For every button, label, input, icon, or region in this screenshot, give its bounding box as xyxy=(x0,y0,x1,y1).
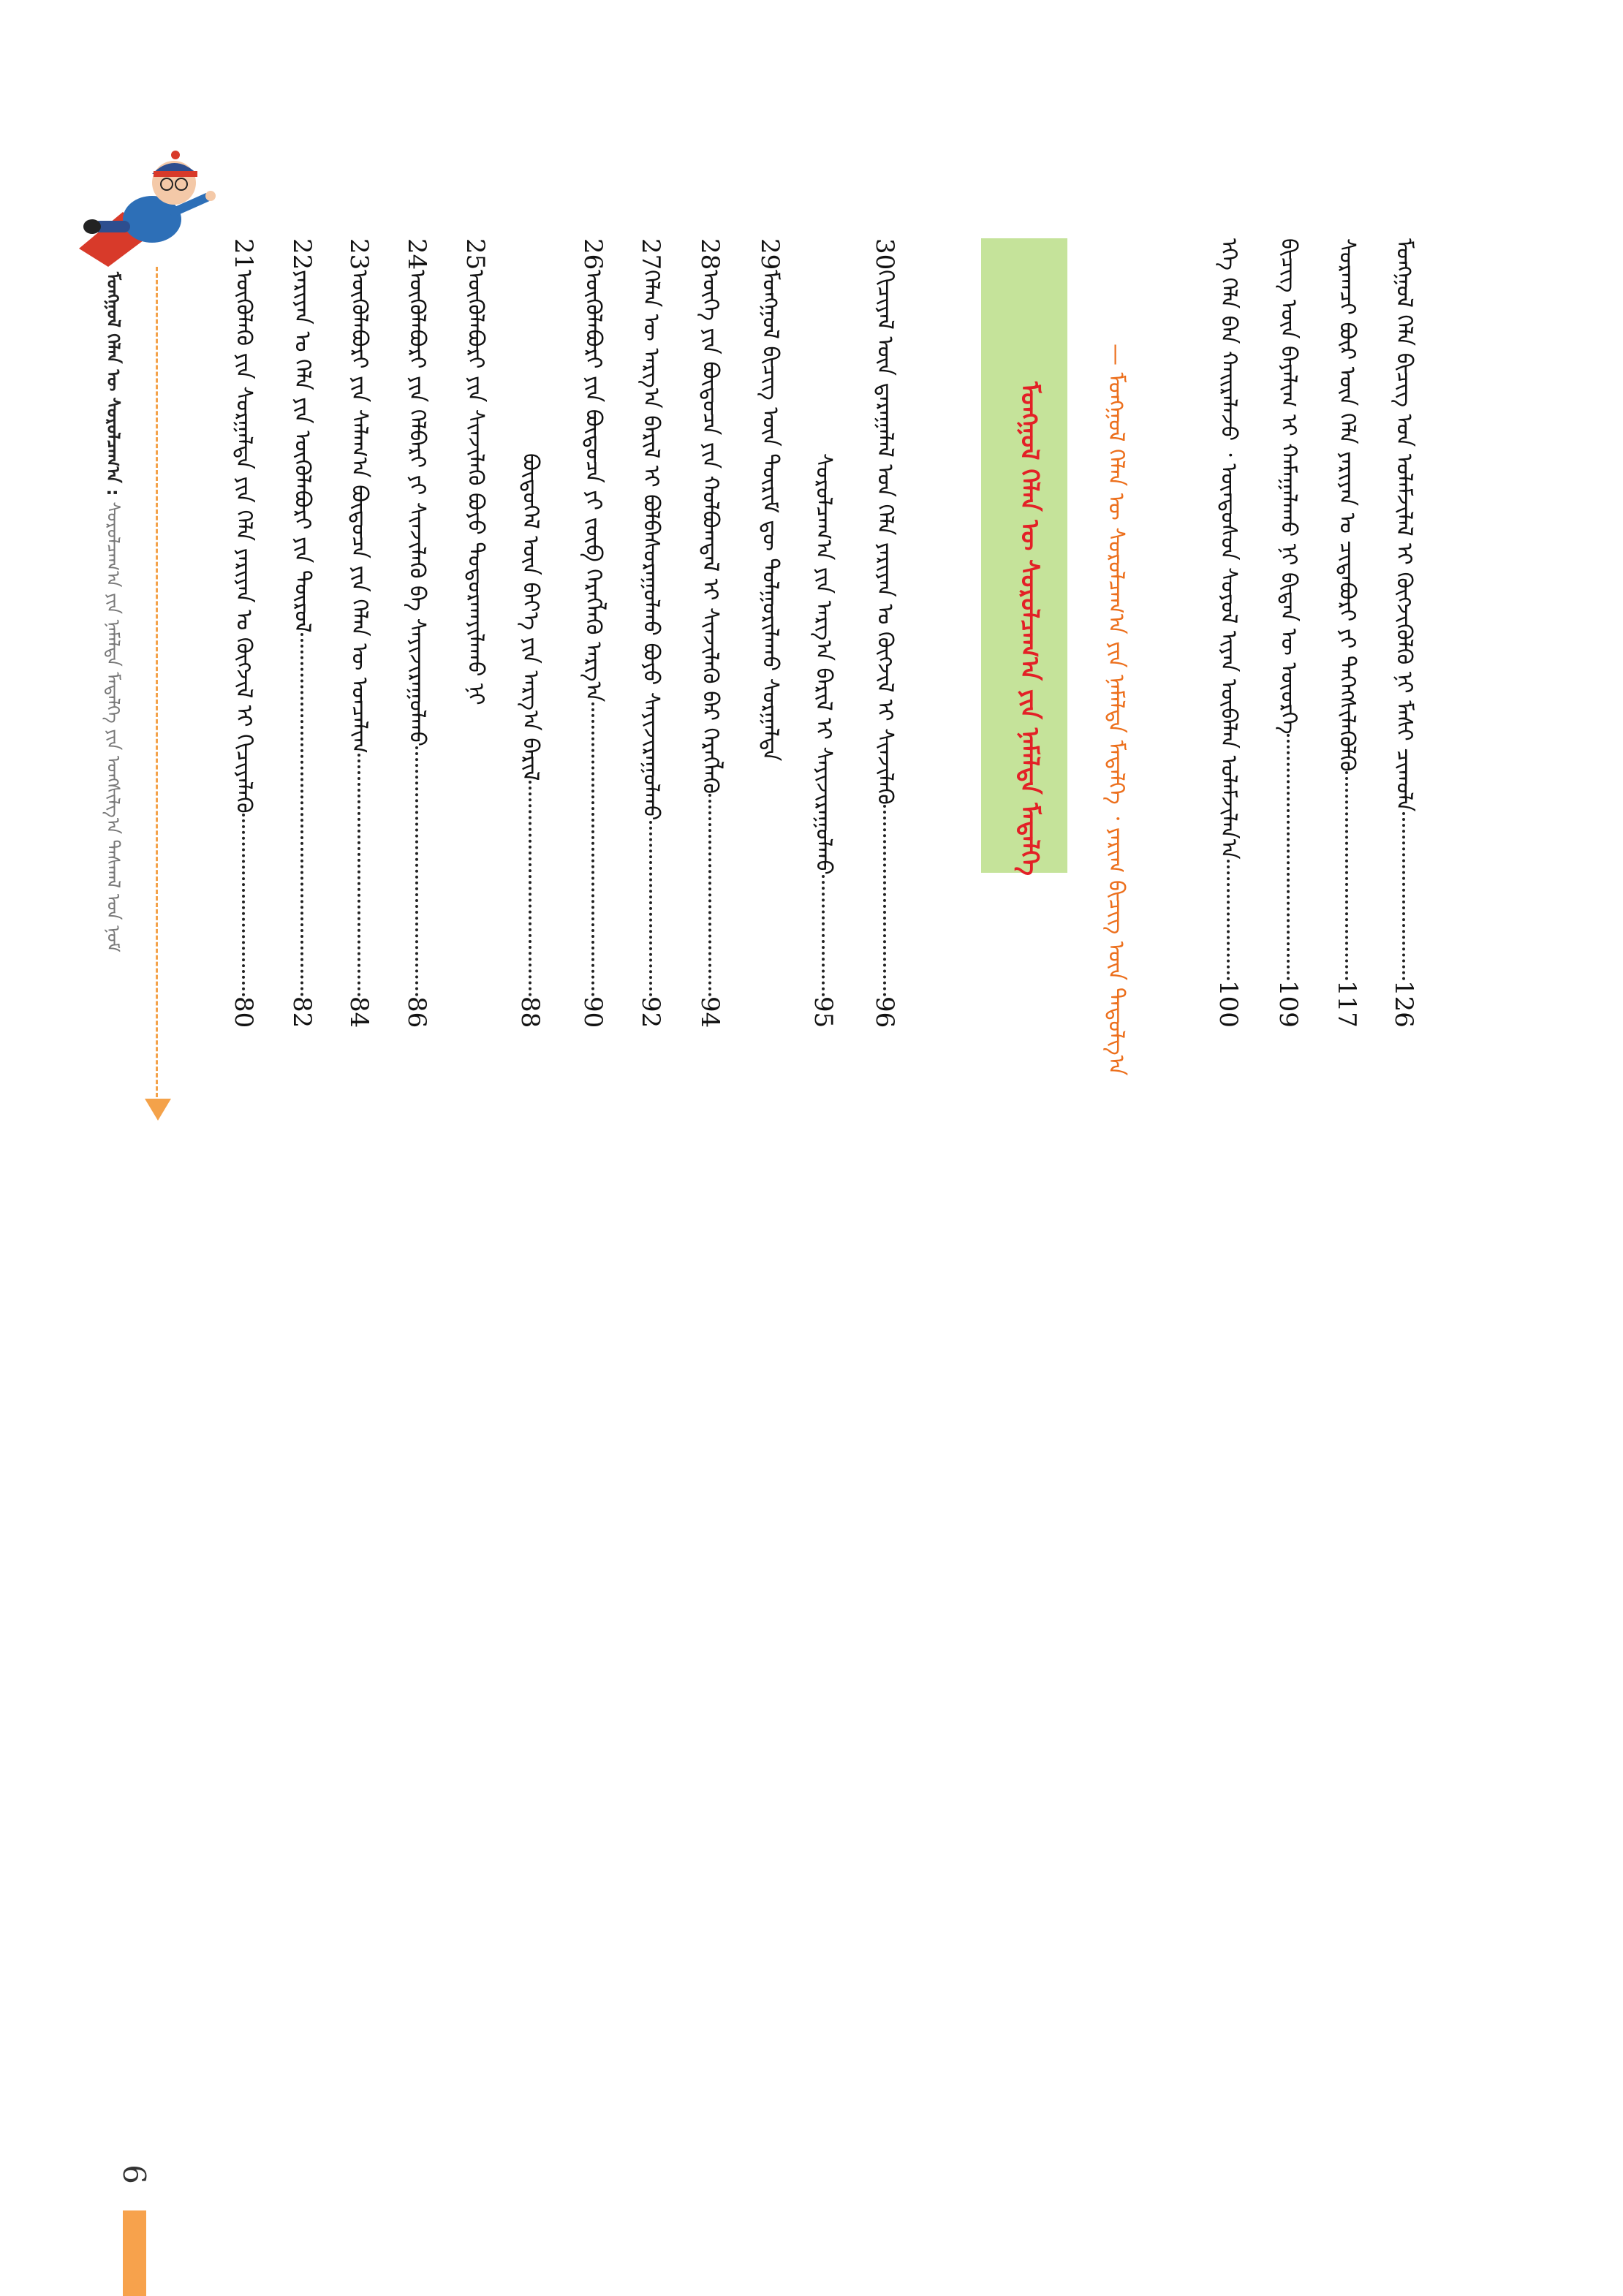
toc-entry-number: 23 xyxy=(344,238,374,270)
leader-dots xyxy=(357,754,360,996)
running-header xyxy=(98,272,129,952)
toc-entry[interactable] xyxy=(630,238,671,1028)
toc-entry-title: ᠪᠢᠴᠢᠭ ᠦᠨ ᠪᠠᠶᠠᠯᠢᠭ ᠢ ᠬᠠᠮᠠᠭᠠᠯᠠᠬᠤ ᠨᠢ ᠪᠢᠳᠡᠨ ᠦ ᠦᠦᠷᠭᠡ xyxy=(1276,238,1301,735)
leader-dots xyxy=(883,805,886,996)
toc-entry-title: ᠮᠣᠩᠭᠣᠯ ᠬᠡᠯᠡ ᠪᠢᠴᠢᠭ ᠤᠨ ᠤᠯᠠᠮᠵᠢᠯᠠᠯ ᠢ ᠬᠥᠭᠵᠢᠭᠦᠯᠬᠦ ᠨᠢ ᠮᠠᠰᠢ ᠴᠢᠬᠤᠯᠠ xyxy=(1391,238,1417,812)
toc-entry-number: 29 xyxy=(755,238,784,270)
toc-entry[interactable] xyxy=(396,238,437,1028)
toc-entry[interactable] xyxy=(1274,238,1303,1028)
toc-entry[interactable] xyxy=(809,453,838,1028)
toc-entry-number: 22 xyxy=(287,238,317,270)
leader-dots xyxy=(591,702,594,996)
leader-dots xyxy=(415,746,418,996)
toc-entry[interactable] xyxy=(1214,238,1243,1028)
toc-entry[interactable] xyxy=(572,238,613,1028)
toc-entry-page: 117 xyxy=(1332,980,1361,1028)
toc-entry[interactable] xyxy=(223,238,264,1028)
leader-dots xyxy=(242,814,245,996)
toc-entry-title: ᠦᠭᠡ ᠶᠢᠨ ᠪᠦᠲᠦᠴᠡ ᠶᠢᠨ ᠬᠣᠯᠪᠣᠭᠳᠠᠯ ᠢ ᠰᠢᠨᠵᠢᠯᠡᠬᠦ ᠪᠠᠷ ᠬᠡᠷᠡᠭᠯᠡᠬᠦ xyxy=(697,270,723,795)
toc-entry-page: 88 xyxy=(515,996,545,1028)
mascot-illustration xyxy=(64,139,225,270)
section-subtitle: — ᠮᠣᠩᠭᠣᠯ ᠬᠡᠯᠡᠨ ᠦ ᠰᠤᠷᠤᠯᠴᠠᠭ᠎ᠠ ᠶᠢᠨ ᠨᠡᠮᠡᠯᠲᠡ ᠮᠡᠳᠡᠯᠭᠡ ᠂ ᠶᠠᠷᠢᠭ ᠪᠢᠴᠢᠭ ᠦᠨ ᠳᠠᠳᠤᠯᠭ᠎ᠠ xyxy=(1103,344,1129,1076)
toc-entry[interactable] xyxy=(1332,238,1361,1028)
leader-dots xyxy=(1345,771,1348,980)
toc-entry-title: ᠬᠡᠯᠡᠨ ᠦ ᠠᠷᠭ᠎ᠠ ᠪᠠᠷᠢᠯ ᠢ ᠪᠣᠯᠪᠠᠰᠤᠷᠠᠭᠤᠯᠬᠤ ᠪᠤᠶᠤ ᠰᠠᠶᠢᠵᠢᠷᠠᠭᠤᠯᠬᠤ xyxy=(638,270,664,821)
leader-dots xyxy=(822,875,825,996)
leader-dots xyxy=(1227,860,1230,980)
section-title: ᠮᠣᠩᠭᠣᠯ ᠬᠡᠯᠡᠨ ᠦ ᠰᠤᠷᠤᠯᠴᠠᠭ᠎ᠠ ᠶᠢᠨ ᠨᠡᠮᠡᠯᠲᠡ ᠮᠡᠳᠡᠯᠭᠡ xyxy=(1015,382,1044,876)
toc-entry-page: 95 xyxy=(809,996,838,1028)
toc-entry-page: 90 xyxy=(578,996,608,1028)
toc-entry-page: 100 xyxy=(1214,980,1243,1028)
toc-entry[interactable] xyxy=(749,238,790,808)
toc-entry-number: 21 xyxy=(229,238,258,270)
toc-entry[interactable] xyxy=(515,453,545,1028)
toc-entry[interactable] xyxy=(864,238,905,1028)
leader-dots xyxy=(1402,812,1405,981)
toc-entry-page: 92 xyxy=(636,996,665,1028)
toc-entry[interactable] xyxy=(281,238,322,1028)
leader-dots xyxy=(649,821,652,996)
toc-entry-title: ᠦᠭᠦᠯᠡᠪᠦᠷᠢ ᠶᠢᠨ ᠬᠡᠯᠪᠡᠷᠢ ᠶᠢ ᠰᠢᠨᠵᠢᠯᠡᠬᠦ ᠪᠠ ᠰᠠᠶᠢᠵᠢᠷᠠᠭᠤᠯᠬᠤ xyxy=(404,270,430,747)
running-header-bold: ᠮᠣᠩᠭᠣᠯ ᠬᠡᠯᠡᠨ ᠦ ᠰᠤᠷᠤᠯᠴᠠᠭ᠎ᠠ : xyxy=(103,272,124,496)
toc-entry-title: ᠦᠭᠦᠯᠡᠪᠦᠷᠢ ᠶᠢᠨ ᠰᠠᠯᠠᠭ᠎ᠠ ᠪᠦᠲᠦᠴᠡ ᠶᠢᠨ ᠬᠡᠯᠡᠨ ᠦ ᠣᠨᠴᠠᠯᠢᠭ xyxy=(347,270,372,754)
toc-entry-title: ᠶᠠᠷᠢᠶᠠᠨ ᠤ ᠬᠡᠯᠡ ᠶᠢᠨ ᠦᠭᠦᠯᠡᠪᠦᠷᠢ ᠶᠢᠨ ᠲᠥᠷᠥᠯ xyxy=(290,270,315,633)
toc-entry-page: 80 xyxy=(229,996,258,1028)
toc-entry-number: 27 xyxy=(636,238,665,270)
toc-entry-page: 82 xyxy=(287,996,317,1028)
page-tab-marker xyxy=(123,2210,146,2296)
toc-entry-page: 94 xyxy=(695,996,725,1028)
toc-entry[interactable] xyxy=(689,238,730,1028)
leader-dots xyxy=(300,633,303,996)
toc-entry-number: 24 xyxy=(402,238,431,270)
leader-dots xyxy=(708,794,711,996)
page-number: 6 xyxy=(116,2164,152,2184)
toc-entry-page: 84 xyxy=(344,996,374,1028)
toc-entry-title: ᠰᠤᠷᠤᠯᠴᠠᠭ᠎ᠠ ᠶᠢᠨ ᠠᠷᠭ᠎ᠠ ᠪᠠᠷᠢᠯ ᠢ ᠰᠠᠶᠢᠵᠢᠷᠠᠭᠤᠯᠬᠤ xyxy=(811,453,836,875)
toc-entry[interactable] xyxy=(338,238,379,1028)
triangle-marker-icon xyxy=(145,1099,171,1121)
toc-entry-title: ᠦᠭᠦᠯᠡᠬᠦ ᠶᠢᠨ ᠰᠤᠷᠭᠠᠯᠲᠠ ᠶᠢᠨ ᠬᠡᠯᠡ ᠶᠠᠷᠢᠶᠠᠨ ᠤ ᠬᠥᠭᠵᠢᠯ ᠢ ᠬᠢᠴᠢᠶᠡᠯᠡᠬᠦ xyxy=(231,270,257,814)
leader-dots xyxy=(529,781,531,996)
toc-entry-page: 109 xyxy=(1274,980,1303,1028)
toc-entry-title: ᠰᠤᠷᠠᠭᠴᠢ ᠪᠦᠷ ᠦᠨ ᠬᠡᠯᠡ ᠶᠠᠷᠢᠶᠠᠨ ᠤ ᠴᠢᠳᠠᠪᠤᠷᠢ ᠶᠢ ᠳᠡᠭᠡᠭᠰᠢᠯᠡᠭᠦᠯᠬᠦ xyxy=(1334,238,1360,772)
toc-entry-number: 30 xyxy=(870,238,899,270)
toc-entry-page: 86 xyxy=(402,996,431,1028)
toc-entry-title: ᠮᠣᠩᠭᠣᠯ ᠪᠢᠴᠢᠭ ᠦᠨ ᠳᠦᠷᠢᠮ ᠳᠦ ᠲᠤᠯᠭᠤᠷᠢᠯᠠᠬᠤ ᠰᠤᠷᠭᠠᠯᠲᠠ xyxy=(757,270,783,762)
toc-entry-title: ᠡᠬᠡ ᠬᠡᠯᠡ ᠪᠡᠨ ᠬᠠᠢᠷᠠᠯᠠᠵᠤ ᠂ ᠦᠨᠳᠦᠰᠦᠨ ᠰᠣᠶᠣᠯ ᠢᠶᠠᠨ ᠥᠪᠡᠯᠡᠨ ᠤᠯᠠᠮᠵᠢᠯᠠᠨ᠎ᠠ xyxy=(1216,238,1241,860)
toc-entry[interactable] xyxy=(1389,238,1418,1028)
toc-entry-number: 26 xyxy=(578,238,608,270)
toc-entry-title: ᠪᠦᠲᠦᠭᠡᠯ ᠦᠨ ᠪᠡᠶ᠎ᠡ ᠶᠢᠨ ᠠᠷᠭ᠎ᠠ ᠪᠠᠷᠢᠯ xyxy=(518,453,543,781)
toc-entry-page: 96 xyxy=(870,996,899,1028)
toc-entry-number: 25 xyxy=(461,238,490,270)
leader-dots xyxy=(1287,734,1290,980)
toc-entry-page: 126 xyxy=(1389,980,1418,1028)
toc-entry-title: ᠦᠭᠦᠯᠡᠪᠦᠷᠢ ᠶᠢᠨ ᠪᠦᠲᠦᠴᠡ ᠶᠢ ᠵᠥᠪ ᠬᠡᠷᠡᠭᠯᠡᠬᠦ ᠠᠷᠭ᠎ᠠ xyxy=(580,270,606,702)
toc-entry[interactable] xyxy=(455,238,496,1028)
toc-entry-number: 28 xyxy=(695,238,725,270)
dashed-divider xyxy=(156,267,158,1104)
running-header-rest: ᠰᠤᠷᠤᠯᠴᠠᠭ᠎ᠠ ᠶᠢᠨ ᠨᠡᠮᠡᠯᠲᠡ ᠮᠡᠳᠡᠯᠭᠡ ᠶᠢᠨ ᠤᠩᠰᠢᠯᠭ᠎ᠠ ᠳᠠᠰᠬᠠᠯ ᠤᠨ ᠨᠣᠮ xyxy=(103,501,124,952)
toc-entry-title: ᠬᠢᠴᠢᠶᠡᠯ ᠦᠨ ᠳ᠋ᠠᠷᠠᠭᠠᠯᠠᠯ ᠤᠨ ᠬᠡᠯᠡ ᠶᠠᠷᠢᠶᠠᠨ ᠤ ᠬᠥᠭᠵᠢᠯ ᠢ ᠰᠢᠨᠵᠢᠯᠡᠬᠦ xyxy=(872,270,898,806)
toc-entry-title: ᠦᠭᠦᠯᠡᠪᠦᠷᠢ ᠶᠢᠨ ᠰᠢᠨᠵᠢᠯᠡᠬᠦ ᠪᠤᠶᠤ ᠲᠣᠳᠤᠷᠬᠠᠶᠢᠯᠠᠬᠤ ᠨᠢ xyxy=(463,270,488,705)
